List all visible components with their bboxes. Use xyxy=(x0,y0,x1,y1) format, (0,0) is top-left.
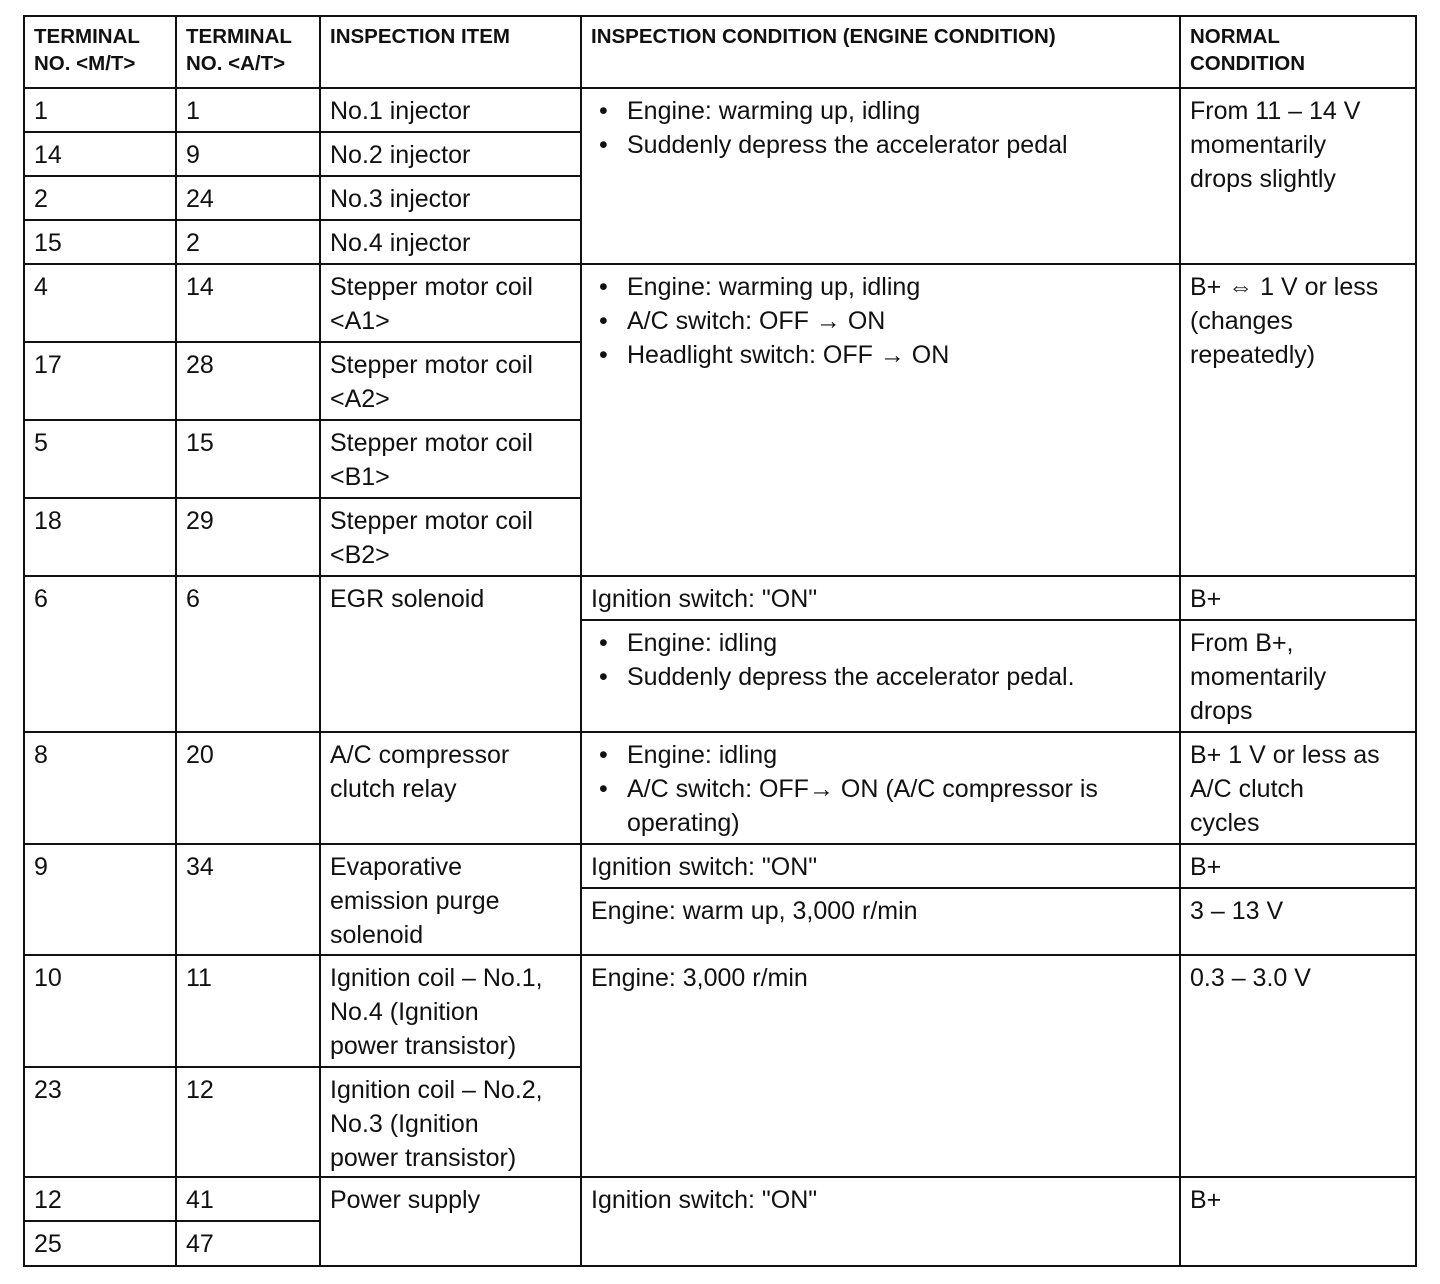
header-terminal-mt: TERMINAL NO. <M/T> xyxy=(24,16,176,88)
inspection-condition-cell: Ignition switch: "ON" xyxy=(581,1177,1180,1266)
condition-item: • A/C switch: OFF→ ON (A/C compressor is operating) xyxy=(591,772,1171,840)
condition-list xyxy=(591,738,1171,840)
inspection-condition-cell: Engine: 3,000 r/min xyxy=(581,955,1180,1177)
table-row xyxy=(24,955,1416,1067)
table-row xyxy=(24,576,1416,620)
terminal-at-cell: 41 xyxy=(176,1177,320,1221)
table-row xyxy=(24,264,1416,342)
terminal-mt-cell: 9 xyxy=(24,844,176,955)
terminal-at-cell: 20 xyxy=(176,732,320,844)
inspection-item-cell: Stepper motor coil <A2> xyxy=(320,342,581,420)
condition-list xyxy=(591,626,1171,694)
normal-condition-cell: B+ xyxy=(1180,844,1416,888)
inspection-condition-cell: Engine: warm up, 3,000 r/min xyxy=(581,888,1180,955)
inspection-item-cell: Evaporative emission purge solenoid xyxy=(320,844,581,955)
terminal-at-cell: 12 xyxy=(176,1067,320,1177)
terminal-at-cell: 34 xyxy=(176,844,320,955)
terminal-mt-cell: 6 xyxy=(24,576,176,732)
terminal-at-cell: 47 xyxy=(176,1221,320,1266)
terminal-at-cell: 29 xyxy=(176,498,320,576)
inspection-item-cell: Power supply xyxy=(320,1177,581,1266)
terminal-mt-cell: 1 xyxy=(24,88,176,132)
inspection-item-cell: A/C compressor clutch relay xyxy=(320,732,581,844)
terminal-at-cell: 14 xyxy=(176,264,320,342)
table-row xyxy=(24,732,1416,844)
header-terminal-at: TERMINAL NO. <A/T> xyxy=(176,16,320,88)
normal-condition-cell: 0.3 – 3.0 V xyxy=(1180,955,1416,1177)
normal-condition-cell: B+ xyxy=(1180,1177,1416,1266)
terminal-at-cell: 11 xyxy=(176,955,320,1067)
inspection-item-cell: Stepper motor coil <B2> xyxy=(320,498,581,576)
terminal-mt-cell: 10 xyxy=(24,955,176,1067)
terminal-at-cell: 24 xyxy=(176,176,320,220)
inspection-condition-cell xyxy=(581,620,1180,732)
table-row xyxy=(24,844,1416,888)
condition-list xyxy=(591,270,1171,372)
inspection-table-container xyxy=(23,15,1417,1267)
terminal-mt-cell: 14 xyxy=(24,132,176,176)
inspection-item-cell: Stepper motor coil <A1> xyxy=(320,264,581,342)
inspection-item-cell: Ignition coil – No.1, No.4 (Ignition power transistor) xyxy=(320,955,581,1067)
terminal-mt-cell: 17 xyxy=(24,342,176,420)
inspection-condition-cell xyxy=(581,88,1180,264)
terminal-mt-cell: 23 xyxy=(24,1067,176,1177)
terminal-at-cell: 9 xyxy=(176,132,320,176)
condition-item: • Engine: idling xyxy=(591,626,1171,660)
inspection-item-cell: Ignition coil – No.2, No.3 (Ignition power transistor) xyxy=(320,1067,581,1177)
condition-item: • Suddenly depress the accelerator pedal. xyxy=(591,660,1171,694)
terminal-mt-cell: 4 xyxy=(24,264,176,342)
table-row xyxy=(24,88,1416,132)
condition-item: • Engine: warming up, idling xyxy=(591,94,1171,128)
inspection-item-cell: No.2 injector xyxy=(320,132,581,176)
header-inspection-item: INSPECTION ITEM xyxy=(320,16,581,88)
normal-condition-cell: 3 – 13 V xyxy=(1180,888,1416,955)
terminal-mt-cell: 12 xyxy=(24,1177,176,1221)
normal-condition-cell: From B+, momentarily drops xyxy=(1180,620,1416,732)
normal-condition-cell: B+ 1 V or less as A/C clutch cycles xyxy=(1180,732,1416,844)
inspection-condition-cell: Ignition switch: "ON" xyxy=(581,576,1180,620)
terminal-mt-cell: 8 xyxy=(24,732,176,844)
inspection-item-cell: No.4 injector xyxy=(320,220,581,264)
terminal-at-cell: 28 xyxy=(176,342,320,420)
terminal-at-cell: 2 xyxy=(176,220,320,264)
terminal-mt-cell: 18 xyxy=(24,498,176,576)
condition-item: • Suddenly depress the accelerator pedal xyxy=(591,128,1171,162)
terminal-mt-cell: 15 xyxy=(24,220,176,264)
condition-item: • Headlight switch: OFF → ON xyxy=(591,338,1171,372)
inspection-condition-cell xyxy=(581,264,1180,576)
terminal-inspection-table xyxy=(23,15,1417,1267)
terminal-mt-cell: 5 xyxy=(24,420,176,498)
condition-list xyxy=(591,94,1171,162)
terminal-at-cell: 1 xyxy=(176,88,320,132)
terminal-at-cell: 6 xyxy=(176,576,320,732)
header-normal-condition: NORMAL CONDITION xyxy=(1180,16,1416,88)
normal-condition-cell: B+ ⇔ 1 V or less (changes repeatedly) xyxy=(1180,264,1416,576)
terminal-at-cell: 15 xyxy=(176,420,320,498)
condition-item: • A/C switch: OFF → ON xyxy=(591,304,1171,338)
header-row xyxy=(24,16,1416,88)
condition-item: • Engine: idling xyxy=(591,738,1171,772)
normal-condition-cell: From 11 – 14 V momentarily drops slightly xyxy=(1180,88,1416,264)
terminal-mt-cell: 2 xyxy=(24,176,176,220)
inspection-condition-cell xyxy=(581,732,1180,844)
inspection-item-cell: EGR solenoid xyxy=(320,576,581,732)
table-row xyxy=(24,1177,1416,1221)
inspection-item-cell: Stepper motor coil <B1> xyxy=(320,420,581,498)
inspection-item-cell: No.1 injector xyxy=(320,88,581,132)
normal-condition-cell: B+ xyxy=(1180,576,1416,620)
inspection-condition-cell: Ignition switch: "ON" xyxy=(581,844,1180,888)
inspection-item-cell: No.3 injector xyxy=(320,176,581,220)
terminal-mt-cell: 25 xyxy=(24,1221,176,1266)
header-inspection-condition: INSPECTION CONDITION (ENGINE CONDITION) xyxy=(581,16,1180,88)
condition-item: • Engine: warming up, idling xyxy=(591,270,1171,304)
